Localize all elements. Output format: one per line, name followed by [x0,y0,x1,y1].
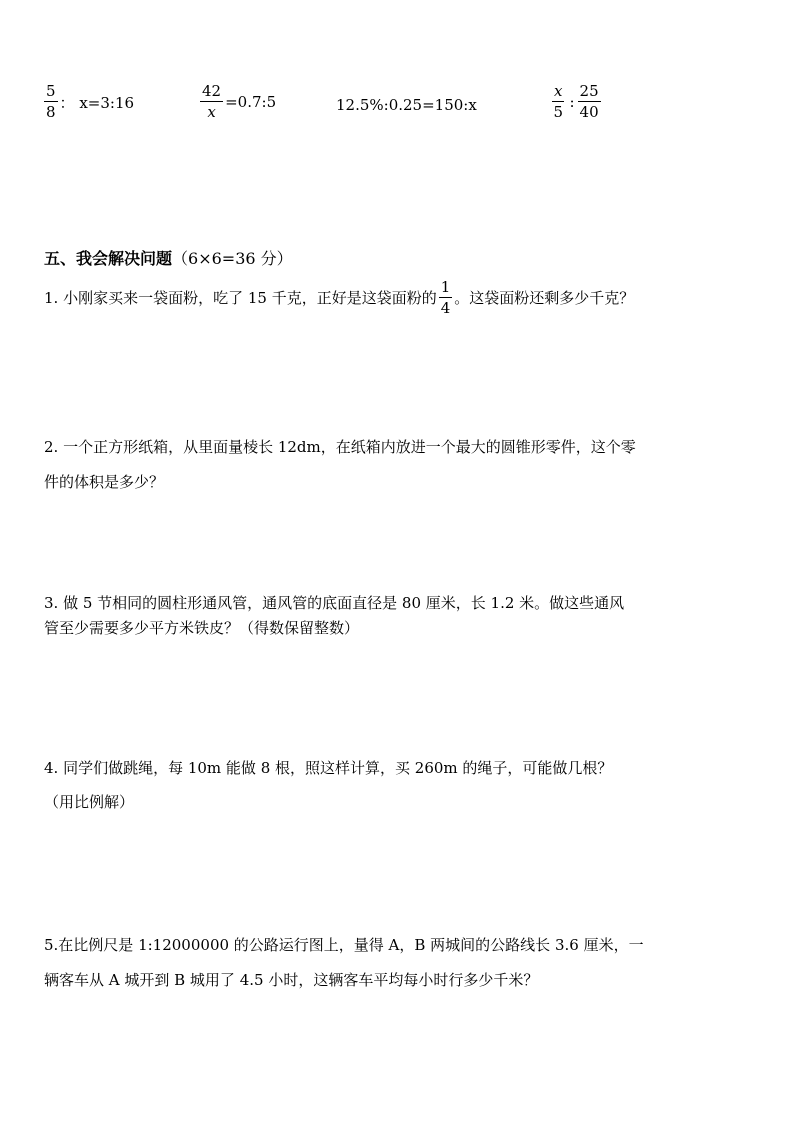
fraction-denominator: x [207,103,216,121]
fraction-denominator: 8 [46,103,56,121]
fraction-numerator: x [554,82,563,100]
fraction-x-5 [552,84,564,120]
question-text: 。这袋面粉还剩多少千克？ [454,289,635,307]
equation-text: 12.5%:0.25=150:x [336,96,477,114]
equation-2 [200,84,276,120]
question-3-line-1: 3. 做 5 节相同的圆柱形通风管，通风管的底面直径是 80 厘米，长 1.2 米。做这些通风 [44,594,625,612]
equation-1 [44,84,134,120]
fraction-denominator: 5 [553,103,563,121]
question-4-line-2: （用比例解） [44,793,135,811]
equation-text: ： x=3:16 [59,93,135,112]
question-2-line-1: 2. 一个正方形纸箱，从里面量棱长 12dm，在纸箱内放进一个最大的圆锥形零件，这个零 [44,438,636,456]
section-heading [44,246,293,269]
question-5-line-2: 辆客车从 A 城开到 B 城用了 4.5 小时，这辆客车平均每小时行多少千米？ [44,971,539,989]
section-score: （6×6=36 分） [172,249,293,268]
equation-text: =0.7:5 [225,93,277,111]
question-text: 1. 小刚家买来一袋面粉，吃了 15 千克，正好是这袋面粉的 [44,289,437,307]
fraction-25-40 [578,84,601,120]
question-4-line-1: 4. 同学们做跳绳，每 10m 能做 8 根，照这样计算，买 260m 的绳子，可能做几根？ [44,759,613,777]
ratio-colon: : [569,93,575,111]
fraction-numerator: 25 [579,82,599,100]
question-5-line-1: 5.在比例尺是 1:12000000 的公路运行图上，量得 A，B 两城间的公路线长 3.6 厘米，一 [44,936,644,954]
fraction-numerator: 1 [440,278,451,296]
fraction-5-8 [44,84,58,120]
question-2-line-2: 件的体积是多少？ [44,473,165,491]
fraction-numerator: 5 [46,82,56,100]
question-3-line-2: 管至少需要多少平方米铁皮？（得数保留整数） [44,619,360,637]
fraction-denominator: 40 [579,103,599,121]
equation-4 [552,84,603,120]
section-title: 五、我会解决问题 [44,249,173,268]
fraction-1-4 [439,280,453,316]
fraction-denominator: 4 [440,299,451,317]
fraction-42-x [200,84,223,120]
equation-3 [336,96,477,114]
question-1 [44,280,634,316]
fraction-numerator: 42 [202,82,222,100]
